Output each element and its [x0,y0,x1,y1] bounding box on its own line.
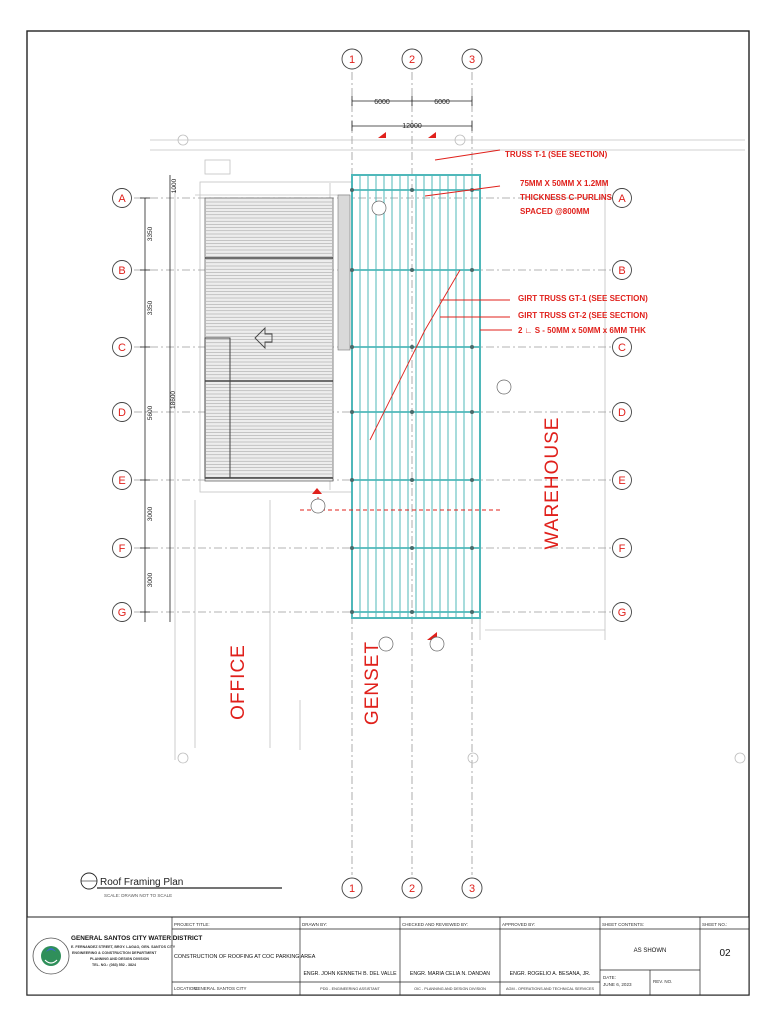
column-node [470,546,474,550]
plan-scale-text: SCALE: DRAWN NOT TO SCALE [104,893,173,898]
dim-col-1-2: 6000 [374,99,390,106]
column-node [410,478,414,482]
grid-label-row-B-left: B [118,265,126,277]
org-division: PLANNING AND DESIGN DIVISION [90,957,149,961]
dim-row-a-b: 3350 [147,226,154,242]
grid-label-col-3-bottom: 3 [468,883,476,895]
grid-label-row-A-left: A [118,193,126,205]
column-node [470,410,474,414]
roof-frame [350,175,480,618]
column-node [410,268,414,272]
grid-extension-circle [735,753,745,763]
column-node [350,610,354,614]
column-node [350,478,354,482]
dim-overall-height: 18600 [170,390,177,410]
grid-label-row-E-left: E [118,475,126,487]
column-node [410,546,414,550]
grid-label-row-D-left: D [118,407,126,419]
callout-truss: TRUSS T-1 (SEE SECTION) [505,150,608,159]
grid-label-col-2-top: 2 [408,54,416,66]
grid-label-row-B-right: B [618,265,626,277]
section-bubble-2 [497,380,511,394]
grid-extension-circle [468,753,478,763]
grid-label-col-2-bottom: 2 [408,883,416,895]
grid-label-row-G-left: G [117,607,127,619]
date-label: DATE: [603,975,616,980]
column-node [410,188,414,192]
org-name: GENERAL SANTOS CITY WATER DISTRICT [71,935,203,942]
callout-purlins-2: THICKNESS C-PURLINS [520,193,613,202]
dim-row-c-e: 5600 [147,405,154,421]
plan-title [81,873,282,898]
grid-label-row-E-right: E [618,475,626,487]
org-address-1: E. FERNANDEZ STREET, BRGY. LAGAO, GEN. SANTOS CITY [71,945,176,949]
column-node [470,345,474,349]
approved-by-label: APPROVED BY: [502,922,536,927]
sheet-contents-value: AS SHOWN [633,948,667,954]
existing-roof [205,195,350,481]
grid-label-row-C-right: C [618,342,626,354]
dim-row-f-g: 3000 [147,572,154,588]
location-label: LOCATION: [174,986,198,991]
column-node [350,546,354,550]
section-bubble-3 [311,499,325,513]
sheet-no-label: SHEET NO.: [702,922,728,927]
org-address-2: ENGINEERING & CONSTRUCTION DEPARTMENT [72,951,157,955]
dim-row-b-c: 3350 [147,300,154,316]
location-value: GENERAL SANTOS CITY [194,986,247,991]
grid-label-row-F-right: F [618,543,626,555]
column-node [470,478,474,482]
title-block [27,917,749,995]
rev-no-label: REV. NO. [653,979,673,984]
column-node [410,345,414,349]
column-node [410,410,414,414]
callout-purlins-3: SPACED @800MM [520,207,590,216]
callouts [505,150,648,335]
dim-top-offset: 1000 [171,178,178,194]
approved-by-name: ENGR. ROGELIO A. BESANA, JR. [509,971,591,977]
column-node [350,345,354,349]
drawn-by-name: ENGR. JOHN KENNETH B. DEL VALLE [303,971,397,977]
grid-label-row-D-right: D [618,407,626,419]
org-tel: TEL. NO.: (083) 552 - 3824 [92,963,136,967]
project-title: CONSTRUCTION OF ROOFING AT COC PARKING AREA [174,954,316,960]
sheet-no-value: 02 [719,948,731,959]
grid-label-row-G-right: G [617,607,627,619]
callout-girt-1: GIRT TRUSS GT-1 (SEE SECTION) [518,294,648,303]
checked-by-role: OIC - PLANNING AND DESIGN DIVISION [414,987,486,991]
column-node [350,268,354,272]
grid-label-col-3-top: 3 [468,54,476,66]
plan-title-text: Roof Framing Plan [100,877,184,888]
grid-label-col-1-bottom: 1 [348,883,356,895]
checked-by-name: ENGR. MARIA CELIA N. DANDAN [409,971,491,977]
grid-label-row-F-left: F [118,543,126,555]
callout-girt-2: GIRT TRUSS GT-2 (SEE SECTION) [518,311,648,320]
area-label-genset: GENSET [362,640,383,726]
section-bubble-5 [430,637,444,651]
column-node [470,268,474,272]
section-bubble-1 [372,201,386,215]
column-node [410,610,414,614]
callout-purlins-1: 75MM X 50MM X 1.2MM [520,179,609,188]
grid-label-row-C-left: C [118,342,126,354]
column-node [350,188,354,192]
sheet-contents-label: SHEET CONTENTS: [602,922,645,927]
dim-row-e-f: 3000 [147,506,154,522]
area-label-warehouse: WAREHOUSE [542,416,563,550]
checked-by-label: CHECKED AND REVIEWED BY: [402,922,469,927]
grid-label-col-1-top: 1 [348,54,356,66]
date-value: JUNE 6, 2023 [603,982,632,987]
column-node [470,610,474,614]
grid-extension-circle [178,753,188,763]
dim-overall-width: 12000 [402,123,422,130]
area-label-office: OFFICE [228,644,249,720]
drawn-by-label: DRAWN BY: [302,922,328,927]
callout-angle: 2 ∟ S - 50MM x 50MM x 6MM THK [518,326,646,335]
dim-col-2-3: 6000 [434,99,450,106]
grid-label-row-A-right: A [618,193,626,205]
approved-by-role: AGM - OPERATIONS AND TECHNICAL SERVICES [505,987,595,991]
drawn-by-role: PDD - ENGINEERING ASSISTANT [320,987,380,991]
project-title-label: PROJECT TITLE: [174,922,210,927]
column-node [350,410,354,414]
